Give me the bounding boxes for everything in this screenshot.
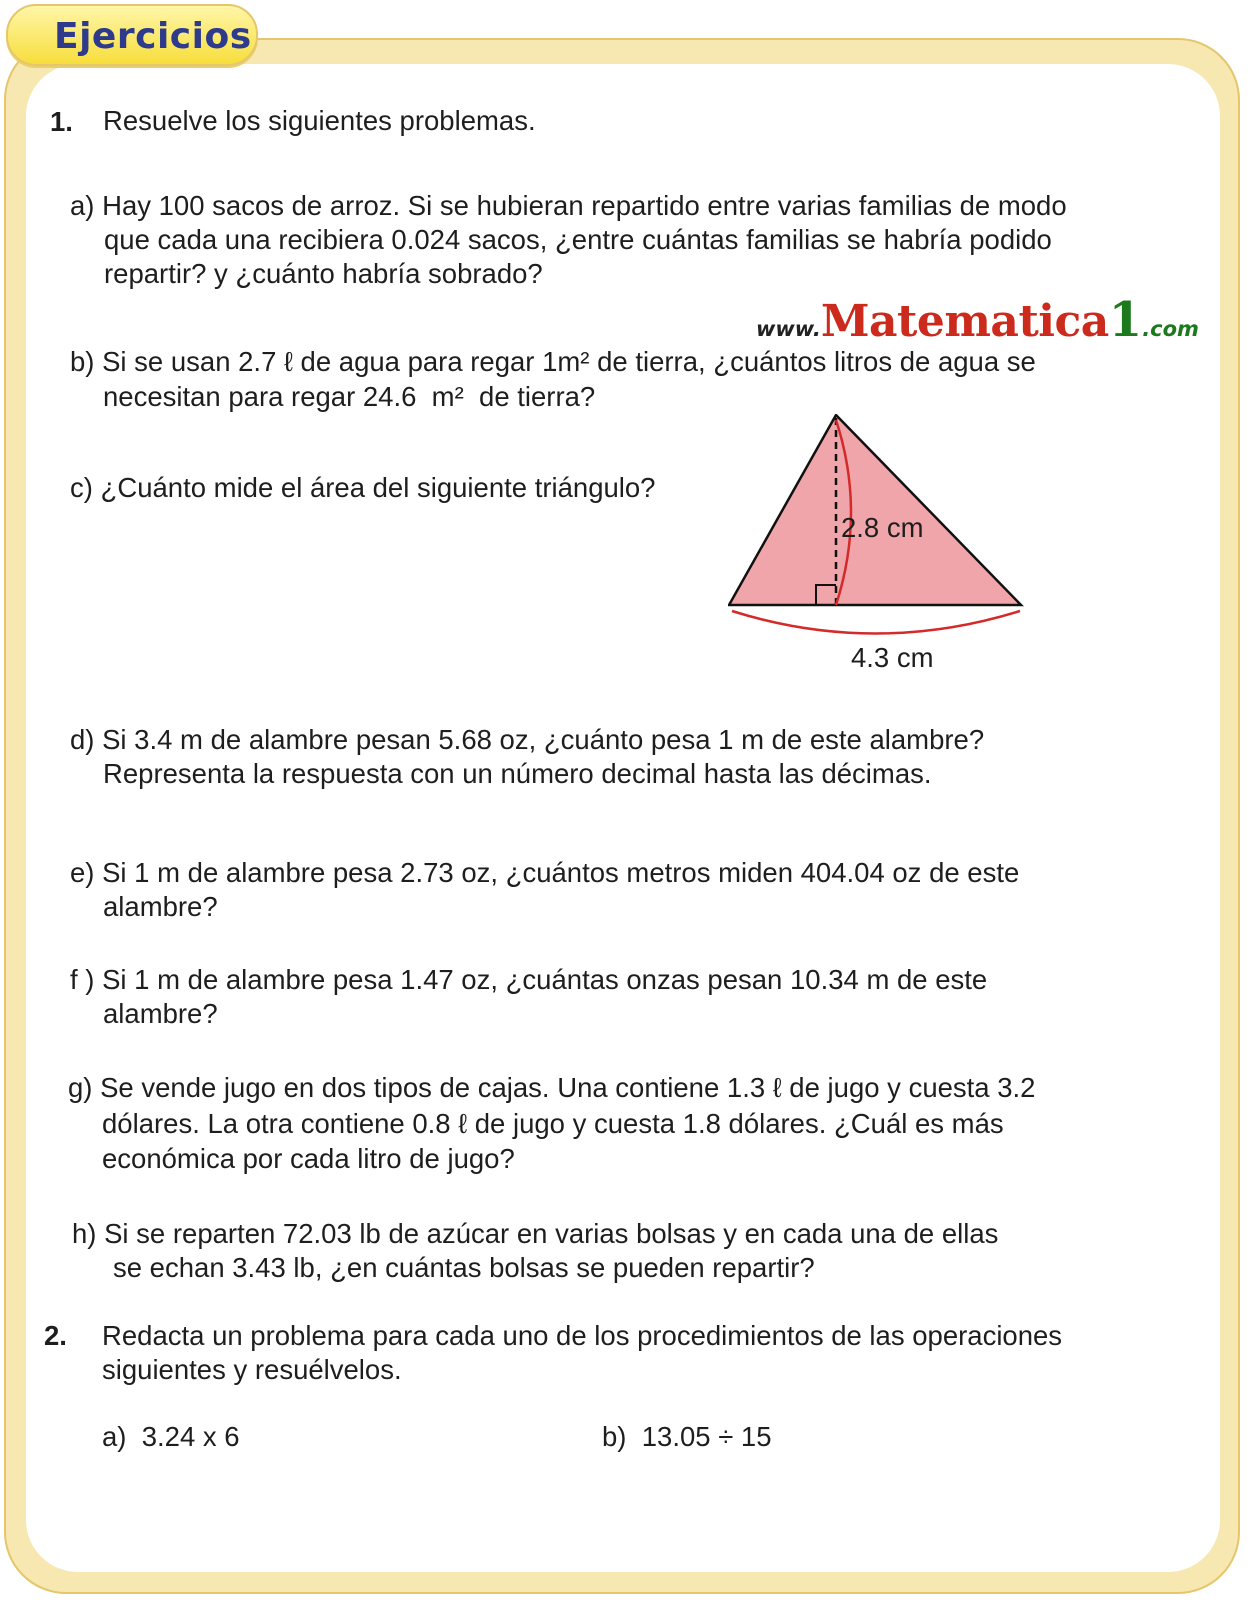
section-tab <box>6 4 258 66</box>
item-d-line-2: Representa la respuesta con un número decimal hasta las décimas. <box>103 758 932 789</box>
item-b-line-2: necesitan para regar 24.6 m² de tierra? <box>103 381 596 412</box>
triangle-shape <box>729 415 1021 605</box>
item-h-line-1: h) Si se reparten 72.03 lb de azúcar en varias bolsas y en cada una de ellas <box>72 1218 999 1249</box>
item-a-line-2: que cada una recibiera 0.024 sacos, ¿entre cuántas familias se habría podido <box>104 224 1052 255</box>
watermark-suffix: .com <box>1142 317 1199 341</box>
question-2-prompt-line-2: siguientes y resuélvelos. <box>102 1354 402 1385</box>
watermark-digit: 1 <box>1108 292 1143 348</box>
item-g-line-1: g) Se vende jugo en dos tipos de cajas. Una contiene 1.3 ℓ de jugo y cuesta 3.2 <box>68 1072 1036 1103</box>
section-title: Ejercicios <box>54 16 252 57</box>
item-c-text: c) ¿Cuánto mide el área del siguiente triángulo? <box>70 472 656 503</box>
operation-b: b) 13.05 ÷ 15 <box>602 1421 772 1452</box>
site-watermark <box>756 292 1199 348</box>
question-1-prompt: Resuelve los siguientes problemas. <box>103 105 536 136</box>
watermark-name: Matematica <box>820 296 1109 347</box>
item-f-line-1: f ) Si 1 m de alambre pesa 1.47 oz, ¿cuántas onzas pesan 10.34 m de este <box>70 964 988 995</box>
item-g-line-3: económica por cada litro de jugo? <box>102 1143 515 1174</box>
operation-a: a) 3.24 x 6 <box>102 1421 240 1452</box>
question-1-number: 1. <box>50 106 73 137</box>
item-a-line-3: repartir? y ¿cuánto habría sobrado? <box>104 258 543 289</box>
item-g-line-2: dólares. La otra contiene 0.8 ℓ de jugo y cuesta 1.8 dólares. ¿Cuál es más <box>102 1108 1004 1139</box>
item-h-line-2: se echan 3.43 lb, ¿en cuántas bolsas se pueden repartir? <box>113 1252 815 1283</box>
base-label: 4.3 cm <box>851 642 934 673</box>
base-brace <box>732 611 1020 634</box>
item-d-line-1: d) Si 3.4 m de alambre pesan 5.68 oz, ¿cuánto pesa 1 m de este alambre? <box>70 724 985 755</box>
item-e-line-2: alambre? <box>103 891 218 922</box>
item-b-line-1: b) Si se usan 2.7 ℓ de agua para regar 1m² de tierra, ¿cuántos litros de agua se <box>70 346 1036 377</box>
height-label: 2.8 cm <box>841 512 924 543</box>
question-2-prompt-line-1: Redacta un problema para cada uno de los procedimientos de las operaciones <box>102 1320 1063 1351</box>
watermark-prefix: www. <box>756 317 821 341</box>
item-a-line-1: a) Hay 100 sacos de arroz. Si se hubieran repartido entre varias familias de modo <box>70 190 1067 221</box>
item-f-line-2: alambre? <box>103 998 218 1029</box>
item-e-line-1: e) Si 1 m de alambre pesa 2.73 oz, ¿cuántos metros miden 404.04 oz de este <box>70 857 1020 888</box>
question-2-number: 2. <box>44 1320 67 1351</box>
